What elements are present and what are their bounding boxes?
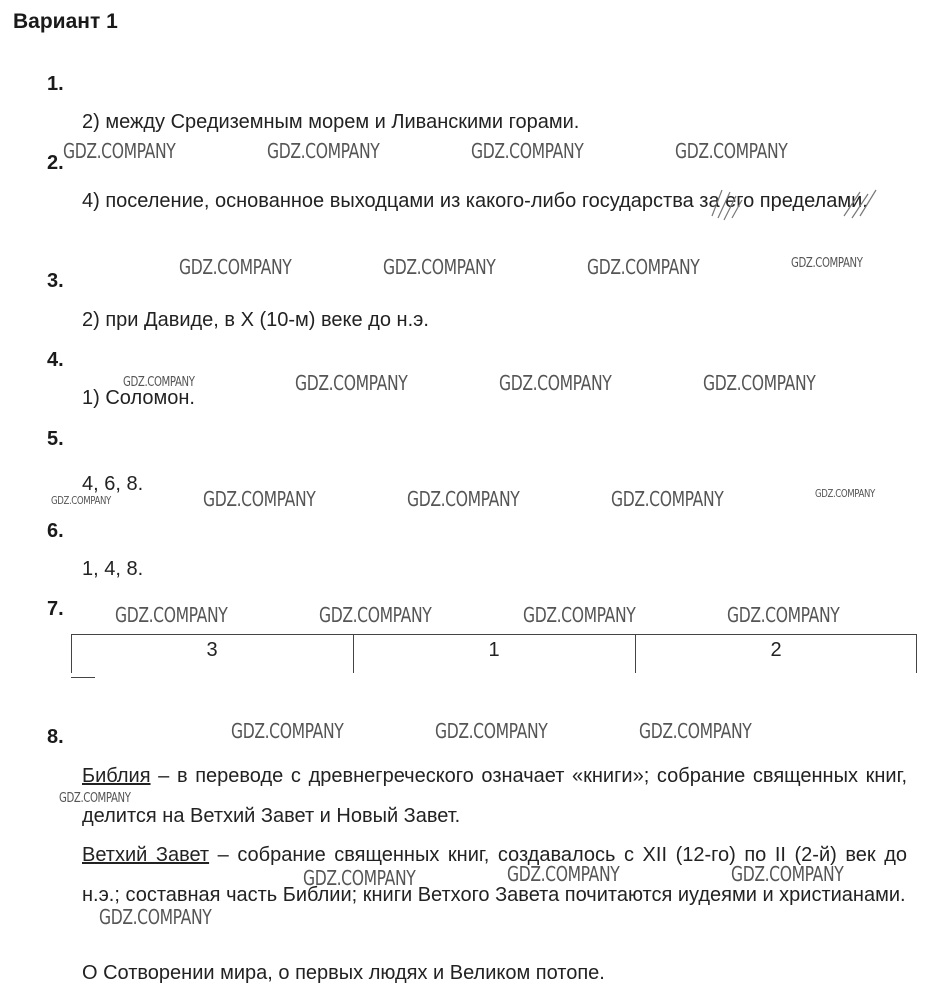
- question-number-4: 4.: [47, 349, 64, 371]
- answer-table-7: [71, 634, 917, 671]
- watermark: GDZ.COMPANY: [123, 375, 195, 390]
- term-bible: Библия: [82, 765, 151, 787]
- table-cell: 2: [770, 639, 782, 661]
- watermark: GDZ.COMPANY: [59, 791, 131, 806]
- page-title: Вариант 1: [13, 10, 118, 33]
- question-number-8: 8.: [47, 726, 64, 748]
- table-cell: 3: [206, 639, 218, 661]
- answer-6: 1, 4, 8.: [82, 558, 144, 580]
- watermark: GDZ.COMPANY: [731, 862, 844, 886]
- watermark: GDZ.COMPANY: [383, 255, 496, 279]
- watermark: GDZ.COMPANY: [99, 905, 212, 929]
- watermark: GDZ.COMPANY: [303, 866, 416, 890]
- answer-3: 2) при Давиде, в X (10-м) веке до н.э.: [82, 309, 429, 331]
- answer-2: 4) поселение, основанное выходцами из какого-либо государства за его пределами.: [82, 190, 868, 212]
- watermark: GDZ.COMPANY: [51, 494, 111, 507]
- watermark: GDZ.COMPANY: [435, 719, 548, 743]
- watermark: GDZ.COMPANY: [63, 139, 176, 163]
- scribble-mark: [838, 186, 888, 222]
- term-old-testament: Ветхий Завет: [82, 844, 210, 866]
- watermark: GDZ.COMPANY: [295, 371, 408, 395]
- question-number-1: 1.: [47, 73, 64, 95]
- answer-5: 4, 6, 8.: [82, 473, 144, 495]
- answer-1: 2) между Средиземным морем и Ливанскими горами.: [82, 111, 580, 133]
- watermark: GDZ.COMPANY: [675, 139, 788, 163]
- question-number-6: 6.: [47, 520, 64, 542]
- watermark: GDZ.COMPANY: [407, 487, 520, 511]
- watermark: GDZ.COMPANY: [319, 603, 432, 627]
- table-cell: 1: [488, 639, 500, 661]
- watermark: GDZ.COMPANY: [267, 139, 380, 163]
- watermark: GDZ.COMPANY: [523, 603, 636, 627]
- watermark: GDZ.COMPANY: [115, 603, 228, 627]
- watermark: GDZ.COMPANY: [639, 719, 752, 743]
- watermark: GDZ.COMPANY: [203, 487, 316, 511]
- watermark: GDZ.COMPANY: [727, 603, 840, 627]
- watermark: GDZ.COMPANY: [231, 719, 344, 743]
- definition-old-testament: – собрание священных книг, создавалось с XII (12-го) по II (2-й) век до н.э.; составная часть Библии; книги Ветхого Завета почитаются иудеями и христианами.: [82, 844, 907, 906]
- question-number-3: 3.: [47, 270, 64, 292]
- watermark: GDZ.COMPANY: [507, 862, 620, 886]
- question-number-2: 2.: [47, 152, 64, 174]
- watermark: GDZ.COMPANY: [471, 139, 584, 163]
- question-number-7: 7.: [47, 598, 64, 620]
- answer-8-bible: [82, 756, 907, 836]
- watermark: GDZ.COMPANY: [179, 255, 292, 279]
- watermark: GDZ.COMPANY: [815, 487, 875, 500]
- watermark: GDZ.COMPANY: [611, 487, 724, 511]
- answer-8-content: О Сотворении мира, о первых людях и Великом потопе.: [82, 962, 605, 984]
- question-number-5: 5.: [47, 428, 64, 450]
- table-divider: [71, 677, 95, 678]
- scribble-mark: [708, 186, 768, 222]
- watermark: GDZ.COMPANY: [791, 256, 863, 271]
- definition-bible: – в переводе с древнегреческого означает «книги»; собрание священных книг, делится на Ветхий Завет и Новый Завет.: [82, 765, 907, 827]
- watermark: GDZ.COMPANY: [499, 371, 612, 395]
- answer-4: 1) Соломон.: [82, 387, 195, 409]
- watermark: GDZ.COMPANY: [703, 371, 816, 395]
- watermark: GDZ.COMPANY: [587, 255, 700, 279]
